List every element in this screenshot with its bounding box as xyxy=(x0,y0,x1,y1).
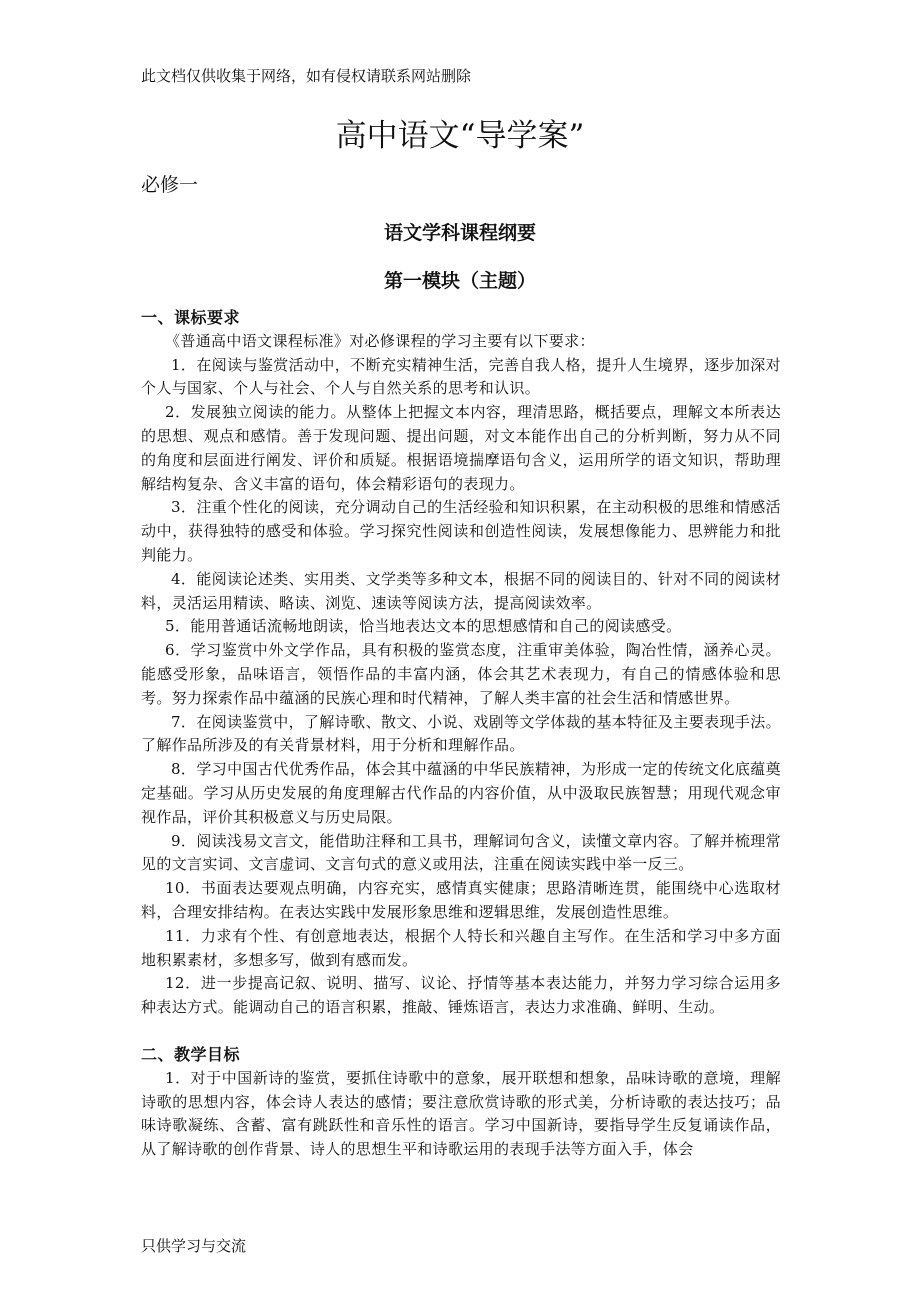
paragraph-item: 12．进一步提高记叙、说明、描写、议论、抒情等基本表达能力，并努力学习综合运用多种表达方式。能调动自己的语言积累，推敲、锤炼语言，表达力求准确、鲜明、生动。 xyxy=(141,974,781,1017)
section-heading-standards: 一、课标要求 xyxy=(141,308,241,327)
volume-label: 必修一 xyxy=(141,174,199,196)
paragraph-item: 2．发展独立阅读的能力。从整体上把握文本内容，理清思路，概括要点，理解文本所表达的思想、观点和感情。善于发现问题、提出问题，对文本能作出自己的分析判断，努力从不同的角度和层面进行阐发、评价和质疑。根据语境揣摩语句含义，运用所学的语文知识，帮助理解结构复杂、含义丰富的语句，体会精彩语句的表现力。 xyxy=(141,403,781,493)
paragraph-item: 6．学习鉴赏中外文学作品，具有积极的鉴赏态度，注重审美体验，陶冶性情，涵养心灵。能感受形象，品味语言，领悟作品的丰富内涵，体会其艺术表现力，有自己的情感体验和思考。努力探索作品中蕴涵的民族心理和时代精神，了解人类丰富的社会生活和情感世界。 xyxy=(141,641,781,707)
paragraph-item: 9．阅读浅易文言文，能借助注释和工具书，理解词句含义，读懂文章内容。了解并梳理常见的文言实词、文言虚词、文言句式的意义或用法，注重在阅读实践中举一反三。 xyxy=(141,831,781,874)
curriculum-heading: 语文学科课程纲要 xyxy=(383,222,536,244)
paragraph-item: 3．注重个性化的阅读，充分调动自己的生活经验和知识积累，在主动积极的思维和情感活动中，获得独特的感受和体验。学习探究性阅读和创造性阅读，发展想像能力、思辨能力和批判能力。 xyxy=(141,498,781,564)
paragraph-item: 4．能阅读论述类、实用类、文学类等多种文本，根据不同的阅读目的、针对不同的阅读材料，灵活运用精读、略读、浏览、速读等阅读方法，提高阅读效率。 xyxy=(141,569,781,612)
module-heading: 第一模块（主题） xyxy=(383,270,536,292)
paragraph-item: 10．书面表达要观点明确，内容充实，感情真实健康；思路清晰连贯，能围绕中心选取材料，合理安排结构。在表达实践中发展形象思维和逻辑思维，发展创造性思维。 xyxy=(141,879,781,921)
paragraph-item: 1．在阅读与鉴赏活动中，不断充实精神生活，完善自我人格，提升人生境界，逐步加深对个人与国家、个人与社会、个人与自然关系的思考和认识。 xyxy=(141,355,781,398)
paragraph-item: 8．学习中国古代优秀作品，体会其中蕴涵的中华民族精神，为形成一定的传统文化底蕴奠定基础。学习从历史发展的角度理解古代作品的内容价值，从中汲取民族智慧；用现代观念审视作品，评价其积极意义与历史局限。 xyxy=(141,760,781,826)
footer-note: 只供学习与交流 xyxy=(141,1237,247,1255)
section-heading-objectives: 二、教学目标 xyxy=(141,1044,241,1064)
paragraph-item: 7．在阅读鉴赏中，了解诗歌、散文、小说、戏剧等文学体裁的基本特征及主要表现手法。了解作品所涉及的有关背景材料，用于分析和理解作品。 xyxy=(141,712,781,755)
section-spacer xyxy=(141,1020,781,1043)
paragraph-item: 11．力求有个性、有创意地表达，根据个人特长和兴趣自主写作。在生活和学习中多方面地积累素材，多想多写，做到有感而发。 xyxy=(141,926,781,969)
paragraph-item: 1．对于中国新诗的鉴赏，要抓住诗歌中的意象，展开联想和想象，品味诗歌的意境，理解诗歌的思想内容，体会诗人表达的感情；要注意欣赏诗歌的形式美，分析诗歌的表达技巧；品味诗歌凝练、含蓄、富有跳跃性和音乐性的语言。学习中国新诗，要指导学生反复诵读作品，从了解诗歌的创作背景、诗人的思想生平和诗歌运用的表现手法等方面入手，体会 xyxy=(141,1068,781,1159)
document-body xyxy=(141,306,781,1162)
section-intro: 《普通高中语文课程标准》对必修课程的学习主要有以下要求： xyxy=(165,331,595,350)
paragraph-item: 5．能用普通话流畅地朗读，恰当地表达文本的思想感情和自己的阅读感受。 xyxy=(165,617,682,636)
document-title: 高中语文“导学案” xyxy=(335,118,585,154)
header-disclaimer: 此文档仅供收集于网络，如有侵权请联系网站删除 xyxy=(141,67,472,85)
